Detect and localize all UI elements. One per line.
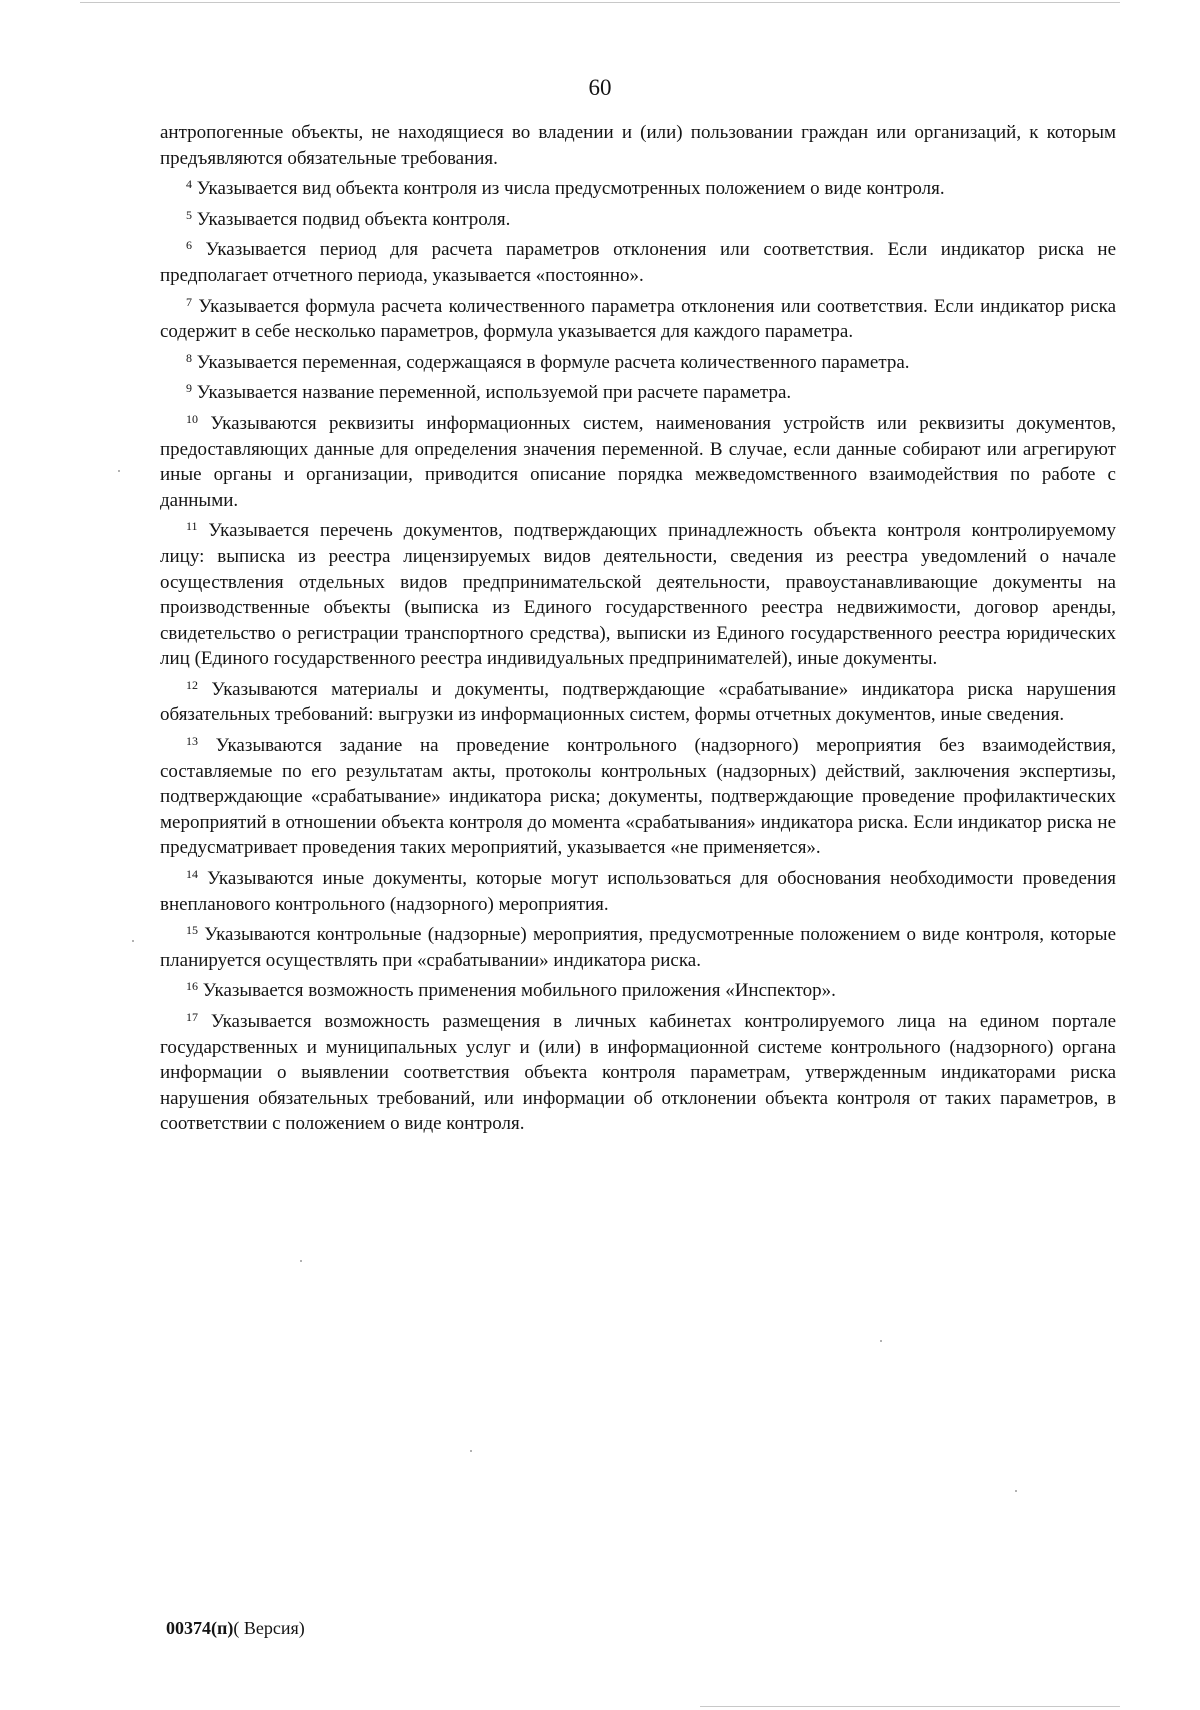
footnote-marker: 16	[186, 979, 198, 994]
footnote-11	[160, 518, 1116, 672]
paragraph-text: антропогенные объекты, не находящиеся во владении и (или) пользовании граждан или организаций, к которым предъявляются обязательные требования.	[160, 122, 1116, 169]
footnote-6	[160, 237, 1116, 288]
footnote-text: Указываются контрольные (надзорные) мероприятия, предусмотренные положением о виде контроля, которые планируется осуществлять при «срабатывании» индикатора риска.	[160, 924, 1117, 971]
footnote-16	[160, 978, 1116, 1004]
footnote-text: Указываются задание на проведение контрольного (надзорного) мероприятия без взаимодействия, составляемые по его результатам акты, протоколы контрольных (надзорных) действий, заключения экспертизы, подтверждающие «срабатывание» индикатора риска; документы, подтверждающие проведение профилактических мероприятий в отношении объекта контроля до момента «срабатывания» индикатора риска. Если индикатор риска не предусматривает проведения таких мероприятий, указывается «не применяется».	[160, 735, 1116, 859]
footnote-text: Указывается возможность применения мобильного приложения «Инспектор».	[202, 980, 836, 1002]
scan-speck	[300, 1260, 302, 1262]
footnote-marker: 13	[186, 734, 198, 749]
footnote-7	[160, 294, 1116, 345]
footnote-8	[160, 350, 1116, 376]
footnote-marker: 8	[186, 350, 192, 365]
footnote-marker: 9	[186, 381, 192, 396]
footnote-14	[160, 866, 1116, 917]
footnote-text: Указывается перечень документов, подтверждающих принадлежность объекта контроля контролируемому лицу: выписка из реестра лицензируемых видов деятельности, сведения из реестра уведомлений о начале осуществления отдельных видов предпринимательской деятельности, правоустанавливающие документы на производственные объекты (выписка из Единого государственного реестра недвижимости, договор аренды, свидетельство о регистрации транспортного средства), выписки из Единого государственного реестра юридических лиц (Единого государственного реестра индивидуальных предпринимателей), иные документы.	[160, 520, 1116, 670]
footnote-17	[160, 1009, 1116, 1137]
scan-top-edge	[80, 2, 1120, 3]
footnote-text: Указывается вид объекта контроля из числа предусмотренных положением о виде контроля.	[196, 178, 945, 200]
footnote-4	[160, 176, 1116, 202]
footnote-text: Указываются материалы и документы, подтверждающие «срабатывание» индикатора риска нарушения обязательных требований: выгрузки из информационных систем, формы отчетных документов, иные сведения.	[160, 678, 1117, 726]
scan-speck	[1015, 1490, 1017, 1492]
page-number: 60	[588, 75, 612, 100]
footnote-marker: 4	[186, 177, 192, 192]
footnote-text: Указывается название переменной, используемой при расчете параметра.	[196, 382, 792, 404]
footnote-9	[160, 380, 1116, 406]
footnote-marker: 14	[186, 867, 198, 882]
footnote-marker: 11	[186, 519, 198, 534]
paragraph-continuation	[160, 120, 1116, 171]
footnote-text: Указывается переменная, содержащаяся в формуле расчета количественного параметра.	[196, 351, 910, 373]
footnote-15	[160, 922, 1116, 973]
document-body	[160, 120, 1116, 1142]
footnote-marker: 10	[186, 411, 198, 426]
scan-speck	[132, 940, 134, 942]
footnote-13	[160, 733, 1116, 861]
scan-speck	[880, 1340, 882, 1342]
footnote-text: Указываются иные документы, которые могут использоваться для обоснования необходимости проведения внепланового контрольного (надзорного) мероприятия.	[160, 868, 1116, 915]
footnote-marker: 17	[186, 1010, 198, 1024]
footnote-marker: 15	[186, 923, 198, 938]
footnote-12	[160, 677, 1116, 728]
footnote-marker: 5	[186, 207, 192, 222]
document-code-version: ( Версия)	[233, 1618, 305, 1638]
footnote-marker: 6	[186, 238, 192, 253]
scan-bottom-edge	[700, 1706, 1120, 1707]
document-code	[166, 1617, 305, 1639]
footnote-text: Указывается период для расчета параметров отклонения или соответствия. Если индикатор риска не предполагает отчетного периода, указывается «постоянно».	[160, 239, 1116, 286]
footnote-text: Указывается подвид объекта контроля.	[196, 208, 511, 230]
footnote-text: Указывается возможность размещения в личных кабинетах контролируемого лица на едином портале государственных и муниципальных услуг и (или) в информационной системе контрольного (надзорного) органа информации о выявлении соответствия объекта контроля параметрам, утвержденным индикаторами риска нарушения обязательных требований, или информации об отклонении объекта контроля от таких параметров, в соответствии с положением о виде контроля.	[160, 1011, 1116, 1135]
footnote-5	[160, 207, 1116, 233]
document-code-number: 00374(п)	[166, 1618, 234, 1638]
footnote-marker: 12	[186, 677, 198, 692]
scan-speck	[118, 470, 120, 472]
scan-speck	[470, 1450, 472, 1452]
footnote-text: Указываются реквизиты информационных систем, наименования устройств или реквизиты документов, предоставляющих данные для определения значения переменной. В случае, если данные собирают или агрегируют иные органы и организации, приводится описание порядка межведомственного взаимодействия по работе с данными.	[160, 412, 1116, 511]
footnote-text: Указывается формула расчета количественного параметра отклонения или соответствия. Если индикатор риска содержит в себе несколько параметров, формула указывается для каждого параметра.	[160, 295, 1117, 343]
footnote-marker: 7	[186, 294, 192, 309]
footnote-10	[160, 411, 1116, 513]
